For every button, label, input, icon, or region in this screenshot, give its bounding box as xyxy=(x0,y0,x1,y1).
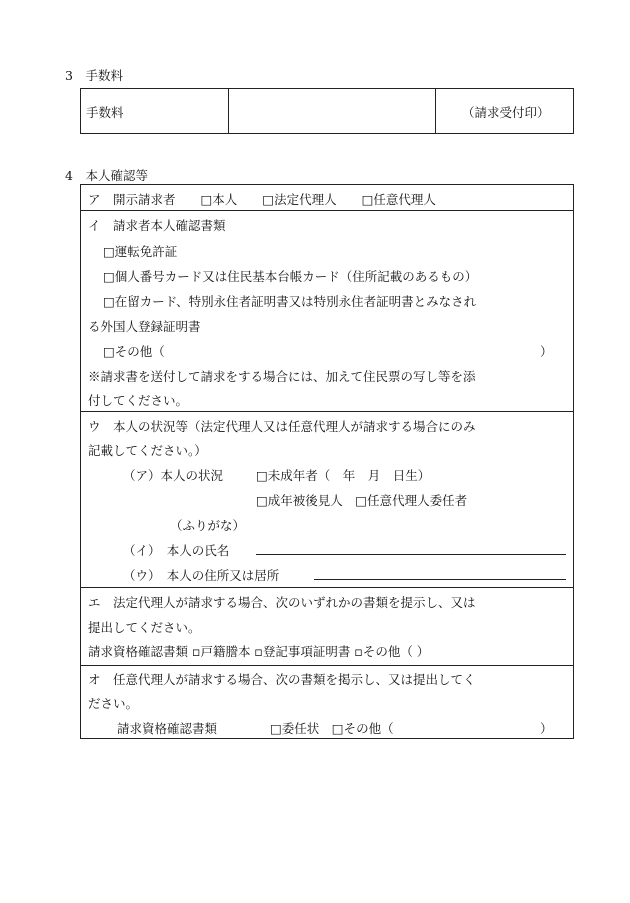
legal-agent-docs[interactable]: 請求資格確認書類 ▫戸籍謄本 ▫登記事項証明書 ▫その他（ ） xyxy=(88,644,430,659)
id-doc-mynumber[interactable]: □個人番号カード又は住民基本台帳カード（住所記載のあるもの） xyxy=(103,269,478,284)
person-name-field[interactable] xyxy=(256,554,566,555)
id-doc-other-close: ） xyxy=(540,344,553,359)
stamp-label: （請求受付印） xyxy=(462,105,550,120)
id-docs-note: ※請求書を送付して請求をする場合には、加えて住民票の写し等を添 xyxy=(88,369,476,384)
voluntary-agent-title: オ 任意代理人が請求する場合、次の書類を掲示し、又は提出してく xyxy=(88,672,476,687)
id-doc-residence-card-cont: る外国人登録証明書 xyxy=(88,319,201,334)
id-docs-title: イ 請求者本人確認書類 xyxy=(88,218,226,233)
row-divider-u xyxy=(80,587,574,588)
voluntary-agent-docs-label: 請求資格確認書類 xyxy=(117,721,218,736)
id-doc-other[interactable]: □その他（ xyxy=(103,344,165,359)
id-doc-residence-card[interactable]: □在留カード、特別永住者証明書又は特別永住者証明書とみなされ xyxy=(103,294,477,309)
person-name-label: （イ） 本人の氏名 xyxy=(123,543,230,558)
row-divider-e xyxy=(80,665,574,666)
row-divider-a xyxy=(80,210,574,211)
fee-divider-1 xyxy=(228,88,229,134)
fee-label: 手数料 xyxy=(86,105,124,120)
person-status-title: ウ 本人の状況等（法定代理人又は任意代理人が請求する場合にのみ xyxy=(88,419,476,434)
voluntary-agent-docs-options[interactable]: □委任状 □その他（ xyxy=(270,721,394,736)
person-address-label: （ウ） 本人の住所又は居所 xyxy=(123,568,280,583)
furigana-label: （ふりがな） xyxy=(170,518,246,533)
person-status-title-cont: 記載してください。） xyxy=(88,443,207,458)
row-divider-i xyxy=(80,411,574,412)
status-guardian-option[interactable]: □成年被後見人 □任意代理人委任者 xyxy=(256,493,468,508)
section4-heading: 4 本人確認等 xyxy=(65,168,148,183)
requester-type-row[interactable]: ア 開示請求者 □本人 □法定代理人 □任意代理人 xyxy=(88,192,436,207)
id-docs-note-cont: 付してください。 xyxy=(88,393,189,408)
legal-agent-title-cont: 提出してください。 xyxy=(88,620,201,635)
fee-divider-2 xyxy=(435,88,436,134)
person-status-label: （ア）本人の状況 xyxy=(123,468,224,483)
voluntary-agent-docs-close: ） xyxy=(540,721,553,736)
section3-heading: 3 手数料 xyxy=(65,68,123,83)
person-address-field[interactable] xyxy=(314,579,566,580)
legal-agent-title: エ 法定代理人が請求する場合、次のいずれかの書類を提示し、又は xyxy=(88,595,476,610)
status-minor-option[interactable]: □未成年者（ 年 月 日生） xyxy=(256,468,431,483)
voluntary-agent-title-cont: ださい。 xyxy=(88,696,139,711)
id-doc-license[interactable]: □運転免許証 xyxy=(103,244,178,259)
